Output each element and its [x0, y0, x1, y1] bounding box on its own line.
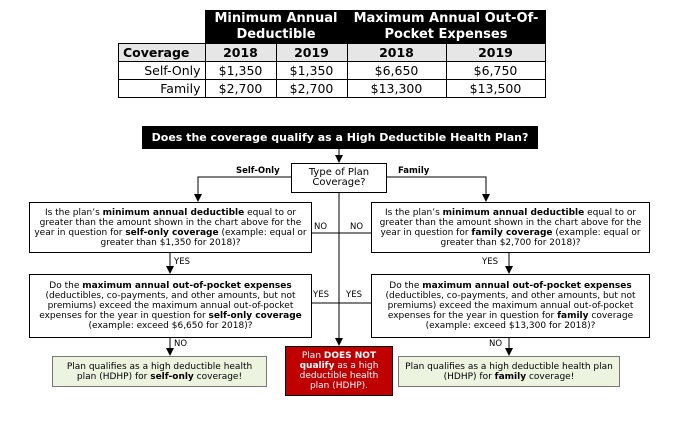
row-label: Self-Only — [119, 62, 206, 80]
question-max-oop-family: Do the maximum annual out-of-pocket expenses (deductibles, co-payments, and other amounts, but not premiums) exceed the maximum annual out-of-pocket expenses for the year in question for family coverage (example: exceed $13,300 for 2018)? — [371, 274, 650, 338]
flowchart-title: Does the coverage qualify as a High Deductible Health Plan? — [142, 126, 538, 149]
label-yes-right: YES — [482, 257, 498, 267]
branch-label-family: Family — [398, 166, 430, 176]
year-header: 2019 — [446, 44, 545, 62]
table-cell: $2,700 — [205, 80, 276, 98]
table-cell: $13,500 — [446, 80, 545, 98]
label-no-right: NO — [350, 222, 364, 232]
connector-type-to-left — [198, 177, 291, 201]
label-yes-q2-left: YES — [313, 290, 329, 300]
row-label: Family — [119, 80, 206, 98]
connector-type-to-right — [387, 177, 486, 201]
year-header: 2018 — [205, 44, 276, 62]
year-header: 2018 — [347, 44, 446, 62]
group-header-max-oop: Maximum Annual Out-Of-Pocket Expenses — [347, 11, 545, 44]
table-cell: $1,350 — [205, 62, 276, 80]
result-qualifies-family: Plan qualifies as a high deductible health plan (HDHP) for family coverage! — [398, 356, 620, 387]
table-cell: $1,350 — [276, 62, 347, 80]
result-does-not-qualify: Plan DOES NOT qualify as a high deductible health plan (HDHP). — [285, 346, 393, 396]
label-no-left: NO — [314, 222, 328, 232]
question-max-oop-self-only: Do the maximum annual out-of-pocket expenses (deductibles, co-payments, and other amounts, but not premiums) exceed the maximum annual out-of-pocket expenses for the year in question for self-only coverage (example: exceed $6,650 for 2018)? — [29, 274, 312, 338]
type-of-coverage-box: Type of Plan Coverage? — [291, 163, 387, 193]
branch-label-self-only: Self-Only — [236, 166, 280, 176]
label-no-q2-left: NO — [174, 339, 188, 349]
label-yes-q2-right: YES — [346, 290, 362, 300]
table-cell: $2,700 — [276, 80, 347, 98]
table-cell: $6,750 — [446, 62, 545, 80]
question-min-deductible-family: Is the plan’s minimum annual deductible equal to or greater than the amount shown in the chart above for the year in question for family coverage (example: equal or greater than $2,700 for 2018)? — [371, 202, 650, 253]
coverage-header: Coverage — [119, 44, 206, 62]
question-min-deductible-self-only: Is the plan’s minimum annual deductible equal to or greater than the amount shown in the chart above for the year in question for self-only coverage (example: equal or greater than $1,350 for 2018)? — [29, 202, 312, 253]
table-cell: $13,300 — [347, 80, 446, 98]
year-header: 2019 — [276, 44, 347, 62]
result-qualifies-self-only: Plan qualifies as a high deductible health plan (HDHP) for self-only coverage! — [52, 356, 267, 387]
label-yes-left: YES — [174, 257, 190, 267]
group-header-min-deductible: Minimum Annual Deductible — [205, 11, 347, 44]
label-no-q2-right: NO — [489, 339, 503, 349]
table-cell: $6,650 — [347, 62, 446, 80]
